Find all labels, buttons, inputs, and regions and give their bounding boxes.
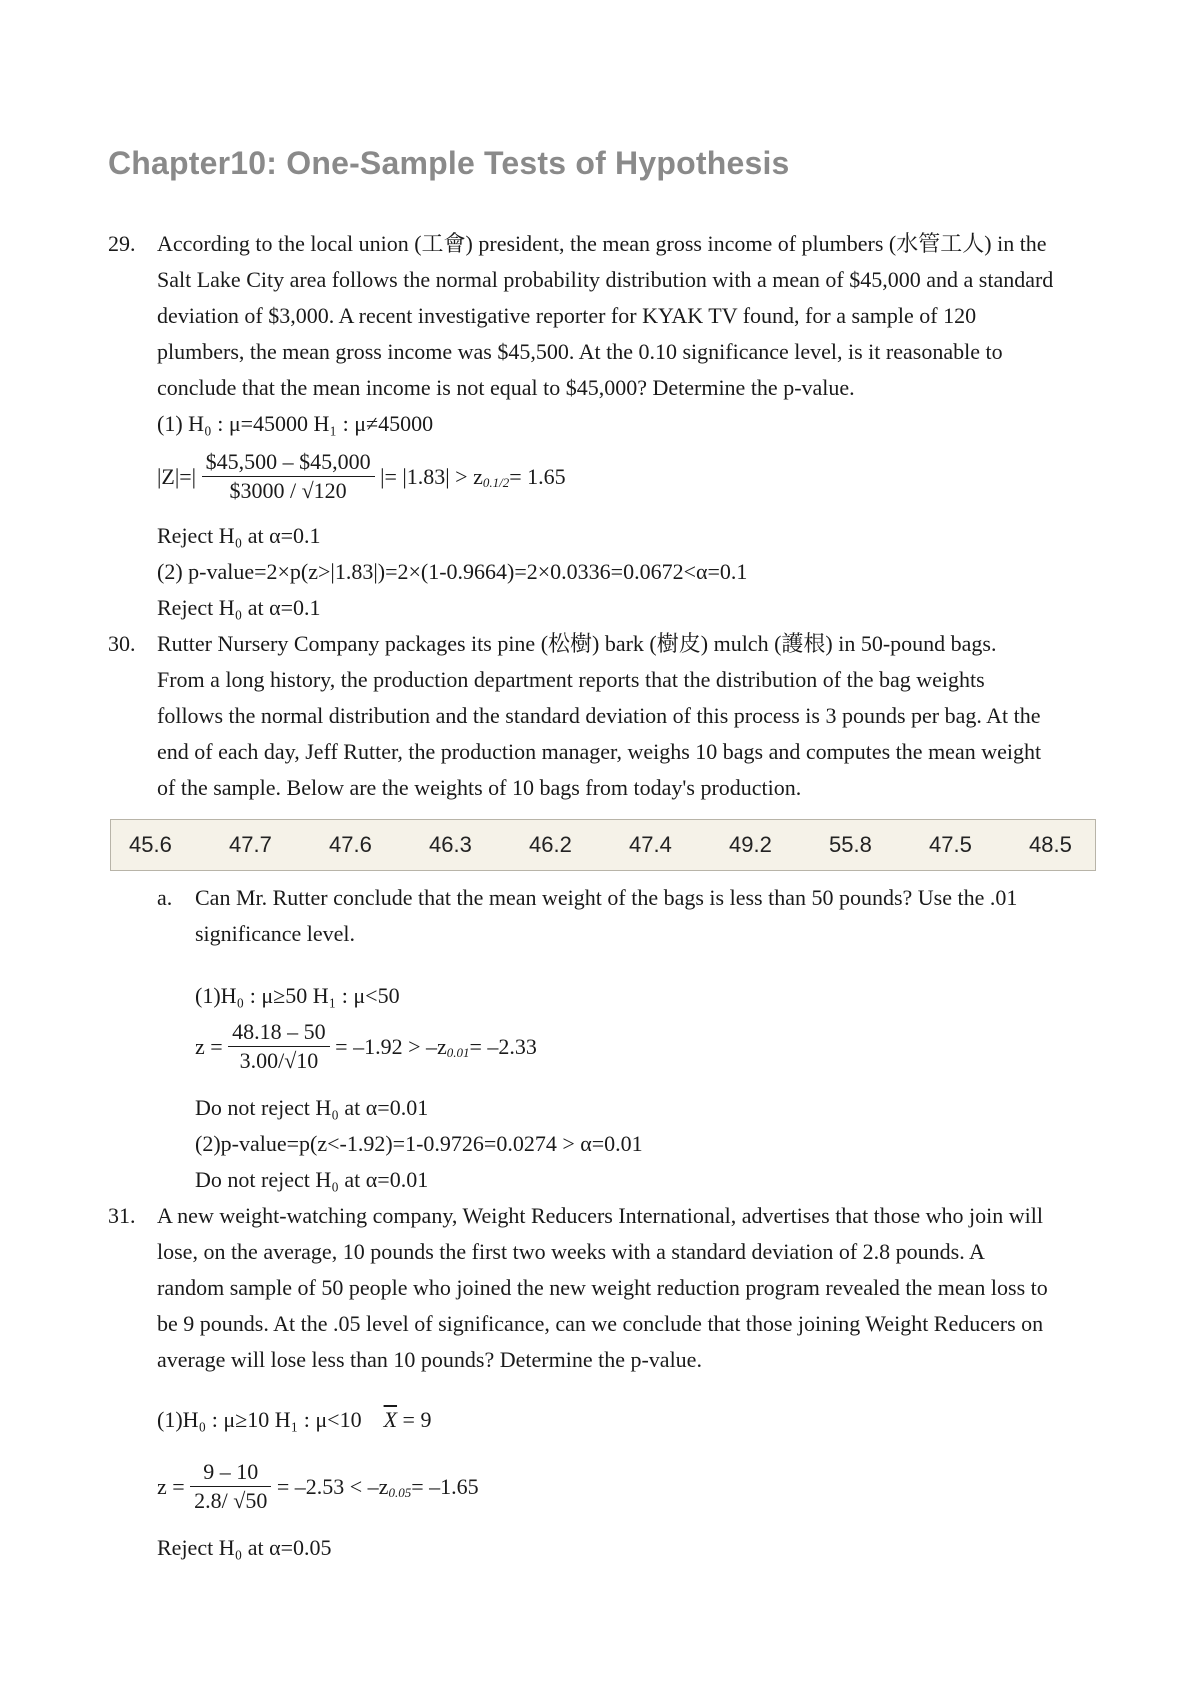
eq-denominator: 2.8/ √50 [194, 1488, 268, 1513]
q30-text-line: end of each day, Jeff Rutter, the production manager, weighs 10 bags and computes the mean weight [157, 739, 1042, 764]
eq-denominator: $3000 / √120 [229, 478, 347, 503]
q29-decision: Reject H₀ at α=0.1 [157, 595, 321, 620]
eq-tail: = 1.65 [509, 463, 566, 489]
q30-decision: Do not reject H₀ at α=0.01 [195, 1167, 429, 1192]
sub-question-label: a. [157, 885, 173, 910]
weight-cell: 47.4 [629, 832, 672, 857]
weights-table [110, 819, 1096, 871]
question-number: 30. [108, 631, 136, 656]
eq-fraction [202, 448, 375, 505]
sample-mean-value: = 9 [397, 1407, 432, 1432]
eq-denominator: 3.00/√10 [239, 1048, 319, 1073]
q30a-text-line: Can Mr. Rutter conclude that the mean weight of the bags is less than 50 pounds? Use the .01 [195, 885, 1018, 910]
weight-cell: 55.8 [829, 832, 872, 857]
eq-subscript: 0.1/2 [482, 474, 510, 490]
weight-cell: 47.5 [929, 832, 972, 857]
q29-text-line: deviation of $3,000. A recent investigative reporter for KYAK TV found, for a sample of 120 [157, 303, 977, 328]
weight-cell: 46.2 [529, 832, 572, 857]
q30-z-equation [195, 1018, 537, 1075]
q30-text-line: follows the normal distribution and the standard deviation of this process is 3 pounds per bag. At the [157, 703, 1041, 728]
chapter-title: Chapter10: One-Sample Tests of Hypothesis [108, 145, 790, 181]
weight-cell: 47.7 [229, 832, 272, 857]
eq-prefix: |Z|=| [157, 463, 197, 489]
q31-z-equation [157, 1458, 479, 1515]
q31-decision: Reject H₀ at α=0.05 [157, 1535, 332, 1560]
eq-subscript: 0.05 [388, 1484, 412, 1500]
q31-text-line: be 9 pounds. At the .05 level of significance, can we conclude that those joining Weight Reducers on [157, 1311, 1044, 1336]
question-number: 29. [108, 231, 136, 256]
eq-tail: = –1.65 [411, 1473, 479, 1499]
eq-numerator: 48.18 – 50 [228, 1018, 330, 1047]
eq-numerator: $45,500 – $45,000 [202, 448, 375, 477]
eq-suffix: = –1.92 > –z [335, 1033, 447, 1059]
q31-text-line: lose, on the average, 10 pounds the first two weeks with a standard deviation of 2.8 pounds. A [157, 1239, 985, 1264]
q30-decision: Do not reject H₀ at α=0.01 [195, 1095, 429, 1120]
q29-hypotheses: (1) H₀ : μ=45000 H₁ : μ≠45000 [157, 411, 434, 436]
weight-cell: 48.5 [1029, 832, 1072, 857]
weight-cell: 47.6 [329, 832, 372, 857]
eq-fraction [228, 1018, 330, 1075]
q30-text-line: From a long history, the production department reports that the distribution of the bag weights [157, 667, 985, 692]
q29-text-line: conclude that the mean income is not equal to $45,000? Determine the p-value. [157, 375, 855, 400]
q30-pvalue: (2)p-value=p(z<-1.92)=1-0.9726=0.0274 > α=0.01 [195, 1131, 643, 1156]
weight-cell: 45.6 [129, 832, 172, 857]
weight-cell: 46.3 [429, 832, 472, 857]
eq-suffix: = –2.53 < –z [276, 1473, 389, 1499]
q29-pvalue: (2) p-value=2×p(z>|1.83|)=2×(1-0.9664)=2×0.0336=0.0672<α=0.1 [157, 559, 748, 584]
q31-hypotheses [157, 1402, 431, 1438]
eq-suffix: |= |1.83| > z [380, 463, 483, 489]
q29-text-line: Salt Lake City area follows the normal probability distribution with a mean of $45,000 and a standard [157, 267, 1054, 292]
question-number: 31. [108, 1203, 136, 1228]
q30a-text-line: significance level. [195, 921, 356, 946]
q31-text-line: random sample of 50 people who joined the new weight reduction program revealed the mean loss to [157, 1275, 1048, 1300]
eq-prefix: z = [195, 1033, 223, 1059]
hypotheses-text: (1)H₀ : μ≥10 H₁ : μ<10 [157, 1407, 362, 1432]
q31-text-line: A new weight-watching company, Weight Reducers International, advertises that those who join will [157, 1203, 1043, 1228]
q31-text-line: average will lose less than 10 pounds? Determine the p-value. [157, 1347, 702, 1372]
q30-text-line: Rutter Nursery Company packages its pine (松樹) bark (樹皮) mulch (護根) in 50-pound bags. [157, 631, 997, 656]
q30-text-line: of the sample. Below are the weights of 10 bags from today's production. [157, 775, 802, 800]
q29-decision: Reject H₀ at α=0.1 [157, 523, 321, 548]
q29-z-equation [157, 448, 566, 505]
weight-cell: 49.2 [729, 832, 772, 857]
q29-text-line: According to the local union (工會) president, the mean gross income of plumbers (水管工人) in the [157, 231, 1047, 256]
eq-numerator: 9 – 10 [190, 1458, 271, 1487]
q30-hypotheses: (1)H₀ : μ≥50 H₁ : μ<50 [195, 983, 400, 1008]
eq-fraction [190, 1458, 271, 1515]
q29-text-line: plumbers, the mean gross income was $45,500. At the 0.10 significance level, is it reasonable to [157, 339, 1003, 364]
eq-subscript: 0.01 [446, 1044, 470, 1060]
eq-prefix: z = [157, 1473, 185, 1499]
eq-tail: = –2.33 [469, 1033, 537, 1059]
sample-mean-symbol: $\overline{X}$ [383, 1407, 398, 1432]
